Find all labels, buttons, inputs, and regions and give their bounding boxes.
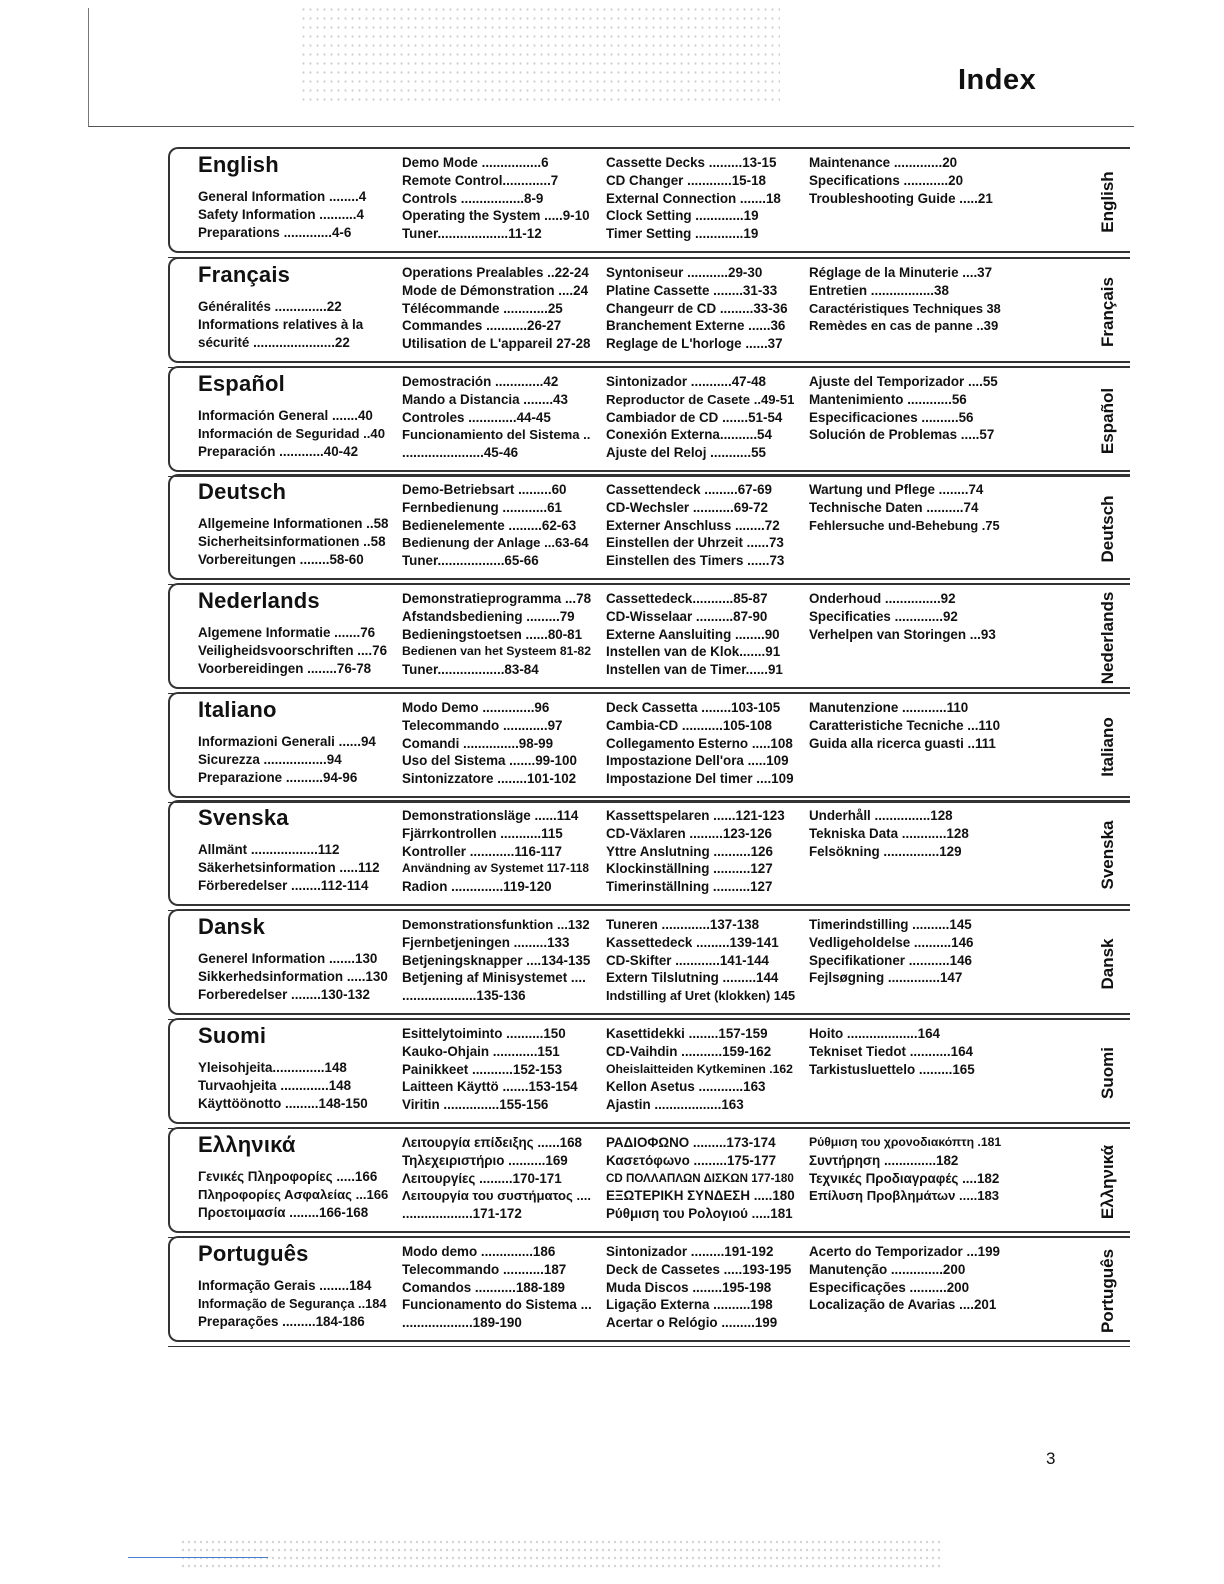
index-entry: Betjeningsknapper ....134-135 <box>402 952 591 968</box>
section-language-title: Français <box>198 262 291 287</box>
language-tab-label: Italiano <box>1098 717 1117 777</box>
index-entry: Ajuste del Temporizador ....55 <box>809 374 998 389</box>
section-language-title: Italiano <box>198 697 277 722</box>
index-entry: Comandi ...............98-99 <box>402 735 554 751</box>
index-entry: Specifications ............20 <box>809 172 964 188</box>
entry-column <box>198 515 388 568</box>
index-entry: Tuner..................65-66 <box>402 553 539 569</box>
index-entry: ...................171-172 <box>402 1206 522 1222</box>
index-entry: ...................189-190 <box>402 1315 522 1331</box>
entry-column <box>809 264 1001 335</box>
entry-column <box>606 264 796 353</box>
index-entry: Sintonizador ...........47-48 <box>606 374 766 389</box>
index-section <box>168 1236 1130 1342</box>
entry-column <box>198 1059 388 1112</box>
entry-column <box>402 264 592 353</box>
index-entry: sécurité ......................22 <box>198 334 350 350</box>
language-tab-label: Português <box>1098 1248 1117 1334</box>
index-entry: Einstellen des Timers ......73 <box>606 553 785 569</box>
index-section <box>168 1018 1130 1124</box>
index-entry: Technische Daten ..........74 <box>809 499 979 515</box>
entry-column <box>809 1134 1001 1205</box>
index-entry: Wartung und Pflege ........74 <box>809 482 984 497</box>
index-entry: Funcionamento do Sistema ... <box>402 1297 592 1313</box>
entry-column <box>402 481 592 570</box>
index-entry: Specifikationer ...........146 <box>809 952 972 968</box>
index-entry: Externe Aansluiting ........90 <box>606 626 780 642</box>
index-entry: Algemene Informatie .......76 <box>198 625 376 640</box>
footer-line <box>128 1557 268 1558</box>
index-entry: Funcionamiento del Sistema .. <box>402 427 591 443</box>
index-section <box>168 692 1130 798</box>
index-entry: CD ΠΟΛΛΑΠΛΩΝ ΔΙΣΚΩΝ 177-180 <box>606 1171 794 1185</box>
index-entry: Troubleshooting Guide .....21 <box>809 190 993 206</box>
index-entry: Syntoniseur ...........29-30 <box>606 265 763 280</box>
index-entry: CD-Skifter ............141-144 <box>606 952 769 968</box>
index-entry: Kasettidekki ........157-159 <box>606 1026 768 1041</box>
entry-column <box>198 1168 388 1221</box>
index-entry: Acertar o Relógio .........199 <box>606 1315 778 1331</box>
index-entry: Tuner...................11-12 <box>402 226 542 242</box>
index-entry: Información de Seguridad ..40 <box>198 425 385 441</box>
index-entry: Sicherheitsinformationen ..58 <box>198 533 386 549</box>
index-entry: Tarkistusluettelo .........165 <box>809 1061 975 1077</box>
index-entry: Κασετόφωνο .........175-177 <box>606 1152 777 1168</box>
entry-column <box>606 1134 796 1223</box>
index-section <box>168 366 1130 472</box>
index-entry: Informação de Segurança ..184 <box>198 1295 387 1311</box>
index-entry: Timer Setting .............19 <box>606 226 759 242</box>
entry-column <box>606 590 796 679</box>
index-entry: Branchement Externe ......36 <box>606 318 786 334</box>
index-entry: Bedienen van het Systeem 81-82 <box>402 644 591 659</box>
index-entry: Yleisohjeita..............148 <box>198 1060 347 1075</box>
entry-column <box>198 733 388 786</box>
index-entry: Indstilling af Uret (klokken) 145 <box>606 988 796 1004</box>
index-entry: Muda Discos ........195-198 <box>606 1279 772 1295</box>
index-entry: Remote Control.............7 <box>402 172 559 188</box>
index-entry: Kontroller ............116-117 <box>402 843 563 859</box>
language-tab-label: Ελληνικά <box>1098 1144 1117 1220</box>
index-entry: Τεχνικές Προδιαγραφές ....182 <box>809 1170 1000 1186</box>
section-language-title: Suomi <box>198 1023 267 1048</box>
index-entry: Ligação Externa ..........198 <box>606 1297 773 1313</box>
index-entry: Caractéristiques Techniques 38 <box>809 300 1001 316</box>
language-tab-label: Deutsch <box>1098 495 1117 563</box>
index-entry: Käyttöönotto .........148-150 <box>198 1095 368 1111</box>
index-entry: CD Changer ............15-18 <box>606 172 766 188</box>
index-entry: Demonstrationsläge ......114 <box>402 808 579 823</box>
index-entry: Deck de Cassetes .....193-195 <box>606 1261 792 1277</box>
index-entry: Changeurr de CD .........33-36 <box>606 300 788 316</box>
index-entry: Demo-Betriebsart .........60 <box>402 482 567 497</box>
index-entry: Preparações .........184-186 <box>198 1313 365 1329</box>
index-entry: Platine Cassette ........31-33 <box>606 282 778 298</box>
index-entry: Specificaties .............92 <box>809 608 958 624</box>
index-entry: Tekniska Data ............128 <box>809 825 969 841</box>
index-entry: Operations Prealables ..22-24 <box>402 265 589 280</box>
index-entry: Oheislaitteiden Kytkeminen .162 <box>606 1061 793 1076</box>
entry-column <box>809 373 1001 444</box>
index-entry: Informations relatives à la <box>198 316 364 332</box>
index-section <box>168 800 1130 906</box>
index-entry: Fehlersuche und-Behebung .75 <box>809 517 1000 533</box>
index-entry: Operating the System .....9-10 <box>402 208 590 224</box>
entry-column <box>606 373 796 462</box>
entry-column <box>606 699 796 788</box>
entry-column <box>198 298 388 351</box>
entry-column <box>606 916 796 1005</box>
index-section <box>168 1127 1130 1233</box>
index-section <box>168 583 1130 689</box>
index-entry: Cassettendeck .........67-69 <box>606 482 772 497</box>
index-entry: Vedligeholdelse ..........146 <box>809 934 974 950</box>
index-entry: Επίλυση Προβλημάτων .....183 <box>809 1188 1000 1204</box>
index-entry: Cambiador de CD .......51-54 <box>606 409 783 425</box>
index-entry: Tekniset Tiedot ...........164 <box>809 1043 973 1059</box>
index-entry: ....................135-136 <box>402 988 526 1004</box>
entry-column <box>198 407 388 460</box>
index-entry: Preparación ............40-42 <box>198 443 359 459</box>
index-entry: Allgemeine Informationen ..58 <box>198 516 388 531</box>
index-entry: Λειτουργία επίδειξης ......168 <box>402 1135 583 1150</box>
index-entry: Instellen van de Timer......91 <box>606 662 783 678</box>
language-tab-label: Español <box>1098 387 1117 455</box>
index-entry: Πληροφορίες Ασφαλείας ...166 <box>198 1186 388 1202</box>
index-entry: Généralités ..............22 <box>198 299 342 314</box>
index-entry: Συντήρηση ..............182 <box>809 1152 959 1168</box>
language-tab-label: Nederlands <box>1098 591 1117 685</box>
index-entry: Felsökning ...............129 <box>809 843 962 859</box>
index-entry: Γενικές Πληροφορίες .....166 <box>198 1169 378 1184</box>
index-entry: Comandos ...........188-189 <box>402 1279 565 1295</box>
section-language-title: Dansk <box>198 914 266 939</box>
section-language-title: Português <box>198 1241 309 1266</box>
index-entry: Cassette Decks .........13-15 <box>606 155 777 170</box>
entry-column <box>809 916 1001 987</box>
entry-column <box>402 1134 592 1223</box>
index-entry: Conexión Externa..........54 <box>606 427 772 443</box>
language-tab-label: English <box>1098 171 1117 233</box>
index-entry: Reproductor de Casete ..49-51 <box>606 391 795 407</box>
index-entry: Fernbedienung ............61 <box>402 499 562 515</box>
index-entry: Réglage de la Minuterie ....37 <box>809 265 993 280</box>
index-entry: Mode de Démonstration ....24 <box>402 282 589 298</box>
entry-column <box>809 1243 1001 1314</box>
index-section <box>168 257 1130 363</box>
index-entry: Demostración .............42 <box>402 374 559 389</box>
entry-column <box>809 590 1001 643</box>
index-entry: Sikkerhedsinformation .....130 <box>198 968 388 984</box>
page-title: Index <box>958 64 1037 96</box>
index-entry: Extern Tilslutning .........144 <box>606 970 779 986</box>
index-entry: Hoito ...................164 <box>809 1026 940 1041</box>
index-entry: Klockinställning ..........127 <box>606 861 773 877</box>
index-entry: Utilisation de L'appareil 27-28 <box>402 336 591 352</box>
index-entry: Manutenção ..............200 <box>809 1261 966 1277</box>
index-entry: Förberedelser ........112-114 <box>198 877 369 893</box>
language-tab-label: Suomi <box>1098 1047 1117 1099</box>
index-entry: Modo demo ..............186 <box>402 1244 556 1259</box>
index-entry: Mantenimiento ............56 <box>809 391 967 407</box>
index-entry: Allmänt ..................112 <box>198 842 340 857</box>
index-entry: Yttre Anslutning ..........126 <box>606 843 773 859</box>
index-entry: Λειτουργίες .........170-171 <box>402 1170 562 1186</box>
index-entry: Clock Setting .............19 <box>606 208 759 224</box>
index-entry: Reglage de L'horloge ......37 <box>606 336 783 352</box>
entry-column <box>606 807 796 896</box>
index-entry: Uso del Sistema .......99-100 <box>402 753 577 769</box>
index-entry: Deck Cassetta ........103-105 <box>606 700 781 715</box>
index-entry: Externer Anschluss ........72 <box>606 517 780 533</box>
entry-column <box>606 1243 796 1332</box>
entry-column <box>198 841 388 894</box>
index-entry: CD-Vaihdin ...........159-162 <box>606 1043 772 1059</box>
entry-column <box>402 807 592 896</box>
index-entry: Generel Information .......130 <box>198 951 378 966</box>
entry-column <box>809 481 1001 534</box>
index-entry: Timerindstilling ..........145 <box>809 917 972 932</box>
index-entry: Einstellen der Uhrzeit ......73 <box>606 535 784 551</box>
index-entry: Tuner..................83-84 <box>402 662 539 678</box>
index-entry: Τηλεχειριστήριο ..........169 <box>402 1152 568 1168</box>
index-entry: Preparations .............4-6 <box>198 224 352 240</box>
entry-column <box>402 590 592 679</box>
index-entry: Ajuste del Reloj ...........55 <box>606 445 766 461</box>
entry-column <box>402 699 592 788</box>
entry-column <box>198 188 388 241</box>
index-entry: ΡΑΔΙΟΦΩΝΟ .........173-174 <box>606 1135 776 1150</box>
index-entry: Ajastin ..................163 <box>606 1097 744 1113</box>
entry-column <box>809 154 1001 207</box>
index-entry: Fjärrkontrollen ...........115 <box>402 825 563 841</box>
index-entry: CD-Wisselaar ..........87-90 <box>606 608 768 624</box>
entry-column <box>402 916 592 1005</box>
index-entry: Ρύθμιση του Ρολογιού .....181 <box>606 1206 793 1222</box>
index-entry: Painikkeet ...........152-153 <box>402 1061 563 1077</box>
entry-column <box>809 699 1001 752</box>
entry-column <box>402 154 592 243</box>
index-entry: Kassettedeck .........139-141 <box>606 934 779 950</box>
index-entry: Solución de Problemas .....57 <box>809 427 995 443</box>
index-entry: CD-Wechsler ...........69-72 <box>606 499 768 515</box>
index-entry: Säkerhetsinformation .....112 <box>198 859 380 875</box>
section-language-title: English <box>198 152 279 177</box>
index-entry: Sintonizzatore ........101-102 <box>402 771 577 787</box>
index-entry: Acerto do Temporizador ...199 <box>809 1244 1000 1259</box>
index-entry: Instellen van de Klok.......91 <box>606 644 781 660</box>
index-entry: Guida alla ricerca guasti ..111 <box>809 735 996 751</box>
index-entry: Maintenance .............20 <box>809 155 958 170</box>
index-entry: Demonstrationsfunktion ...132 <box>402 917 590 932</box>
index-entry: Informação Gerais ........184 <box>198 1278 372 1293</box>
section-language-title: Deutsch <box>198 479 287 504</box>
index-entry: Demonstratieprogramma ...78 <box>402 591 592 606</box>
index-entry: Fejlsøgning ..............147 <box>809 970 963 986</box>
index-entry: Entretien .................38 <box>809 282 949 298</box>
section-language-title: Español <box>198 371 285 396</box>
index-entry: Informazioni Generali ......94 <box>198 734 376 749</box>
index-entry: Användning av Systemet 117-118 <box>402 861 590 876</box>
index-entry: Voorbereidingen ........76-78 <box>198 660 372 676</box>
index-entry: Radion ..............119-120 <box>402 879 552 895</box>
index-entry: Verhelpen van Storingen ...93 <box>809 626 996 642</box>
index-section <box>168 147 1130 253</box>
index-entry: Demo Mode ................6 <box>402 155 549 170</box>
index-entry: Timerinställning ..........127 <box>606 879 773 895</box>
index-entry: Underhåll ...............128 <box>809 808 953 823</box>
language-tab-label: Français <box>1098 277 1117 347</box>
index-entry: Telecommando ............97 <box>402 717 563 733</box>
entry-column <box>402 1243 592 1332</box>
index-section <box>168 474 1130 580</box>
index-entry: General Information ........4 <box>198 189 367 204</box>
index-entry: Sicurezza .................94 <box>198 751 342 767</box>
index-entry: Tuneren .............137-138 <box>606 917 760 932</box>
index-entry: Localização de Avarias ....201 <box>809 1297 997 1313</box>
index-entry: Manutenzione ............110 <box>809 700 969 715</box>
index-entry: ......................45-46 <box>402 445 519 461</box>
index-entry: Remèdes en cas de panne ..39 <box>809 318 999 334</box>
index-entry: Especificações ..........200 <box>809 1279 970 1295</box>
index-entry: Impostazione Dell'ora .....109 <box>606 753 789 769</box>
index-entry: Esittelytoiminto ..........150 <box>402 1026 566 1041</box>
index-entry: ΕΞΩΤΕΡΙΚΗ ΣΥΝΔΕΣΗ .....180 <box>606 1188 795 1204</box>
entry-column <box>402 1025 592 1114</box>
index-entry: Ρύθμιση του χρονοδιακόπτη .181 <box>809 1135 1001 1149</box>
index-entry: Preparazione ..........94-96 <box>198 769 358 785</box>
index-entry: Especificaciones ..........56 <box>809 409 974 425</box>
index-entry: Telecommando ...........187 <box>402 1261 567 1277</box>
entry-column <box>198 624 388 677</box>
index-entry: Turvaohjeita .............148 <box>198 1077 352 1093</box>
index-entry: Kellon Asetus ............163 <box>606 1079 766 1095</box>
index-entry: Safety Information ..........4 <box>198 206 364 222</box>
index-entry: Controls .................8-9 <box>402 190 544 206</box>
index-entry: Cambia-CD ...........105-108 <box>606 717 772 733</box>
index-entry: Collegamento Esterno .....108 <box>606 735 793 751</box>
scan-noise-bottom <box>180 1538 940 1572</box>
index-entry: Viritin ...............155-156 <box>402 1097 549 1113</box>
index-entry: Controles .............44-45 <box>402 409 551 425</box>
index-entry: CD-Växlaren .........123-126 <box>606 825 772 841</box>
entry-column <box>809 1025 1001 1078</box>
index-entry: Impostazione Del timer ....109 <box>606 771 794 787</box>
index-entry: Información General .......40 <box>198 408 373 423</box>
index-entry: Λειτουργία του συστήματος .... <box>402 1188 592 1204</box>
index-entry: Vorbereitungen ........58-60 <box>198 551 364 567</box>
index-entry: External Connection .......18 <box>606 190 781 206</box>
section-language-title: Nederlands <box>198 588 320 613</box>
page-number: 3 <box>1046 1449 1056 1468</box>
entry-column <box>809 807 1001 860</box>
index-entry: Télécommande ............25 <box>402 300 563 316</box>
index-entry: Caratteristiche Tecniche ...110 <box>809 717 1001 733</box>
index-entry: Modo Demo ..............96 <box>402 700 550 715</box>
entry-column <box>606 481 796 570</box>
index-entry: Cassettedeck...........85-87 <box>606 591 768 606</box>
entry-column <box>198 1277 388 1330</box>
index-entry: Bedienung der Anlage ...63-64 <box>402 535 589 551</box>
index-entry: Onderhoud ...............92 <box>809 591 956 606</box>
index-entry: Veiligheidsvoorschriften ....76 <box>198 642 388 658</box>
index-entry: Forberedelser ........130-132 <box>198 986 370 1002</box>
index-entry: Laitteen Käyttö .......153-154 <box>402 1079 578 1095</box>
scan-noise <box>300 5 780 105</box>
entry-column <box>606 1025 796 1114</box>
index-entry: Kassettspelaren ......121-123 <box>606 808 785 823</box>
section-language-title: Ελληνικά <box>198 1132 296 1157</box>
index-entry: Kauko-Ohjain ............151 <box>402 1043 560 1059</box>
index-entry: Betjening af Minisystemet .... <box>402 970 586 986</box>
entry-column <box>402 373 592 462</box>
index-entry: Bedieningstoetsen ......80-81 <box>402 626 583 642</box>
index-entry: Commandes ...........26-27 <box>402 318 562 334</box>
index-entry: Bedienelemente .........62-63 <box>402 517 577 533</box>
language-tab-label: Svenska <box>1098 820 1117 890</box>
entry-column <box>198 950 388 1003</box>
index-entry: Προετοιμασία ........166-168 <box>198 1204 369 1220</box>
language-tab-label: Dansk <box>1098 938 1117 990</box>
index-entry: Sintonizador .........191-192 <box>606 1244 774 1259</box>
index-entry: Mando a Distancia ........43 <box>402 391 568 407</box>
index-entry: Fjernbetjeningen .........133 <box>402 934 570 950</box>
index-entry: Afstandsbediening .........79 <box>402 608 575 624</box>
index-section <box>168 909 1130 1015</box>
section-language-title: Svenska <box>198 805 289 830</box>
entry-column <box>606 154 796 243</box>
